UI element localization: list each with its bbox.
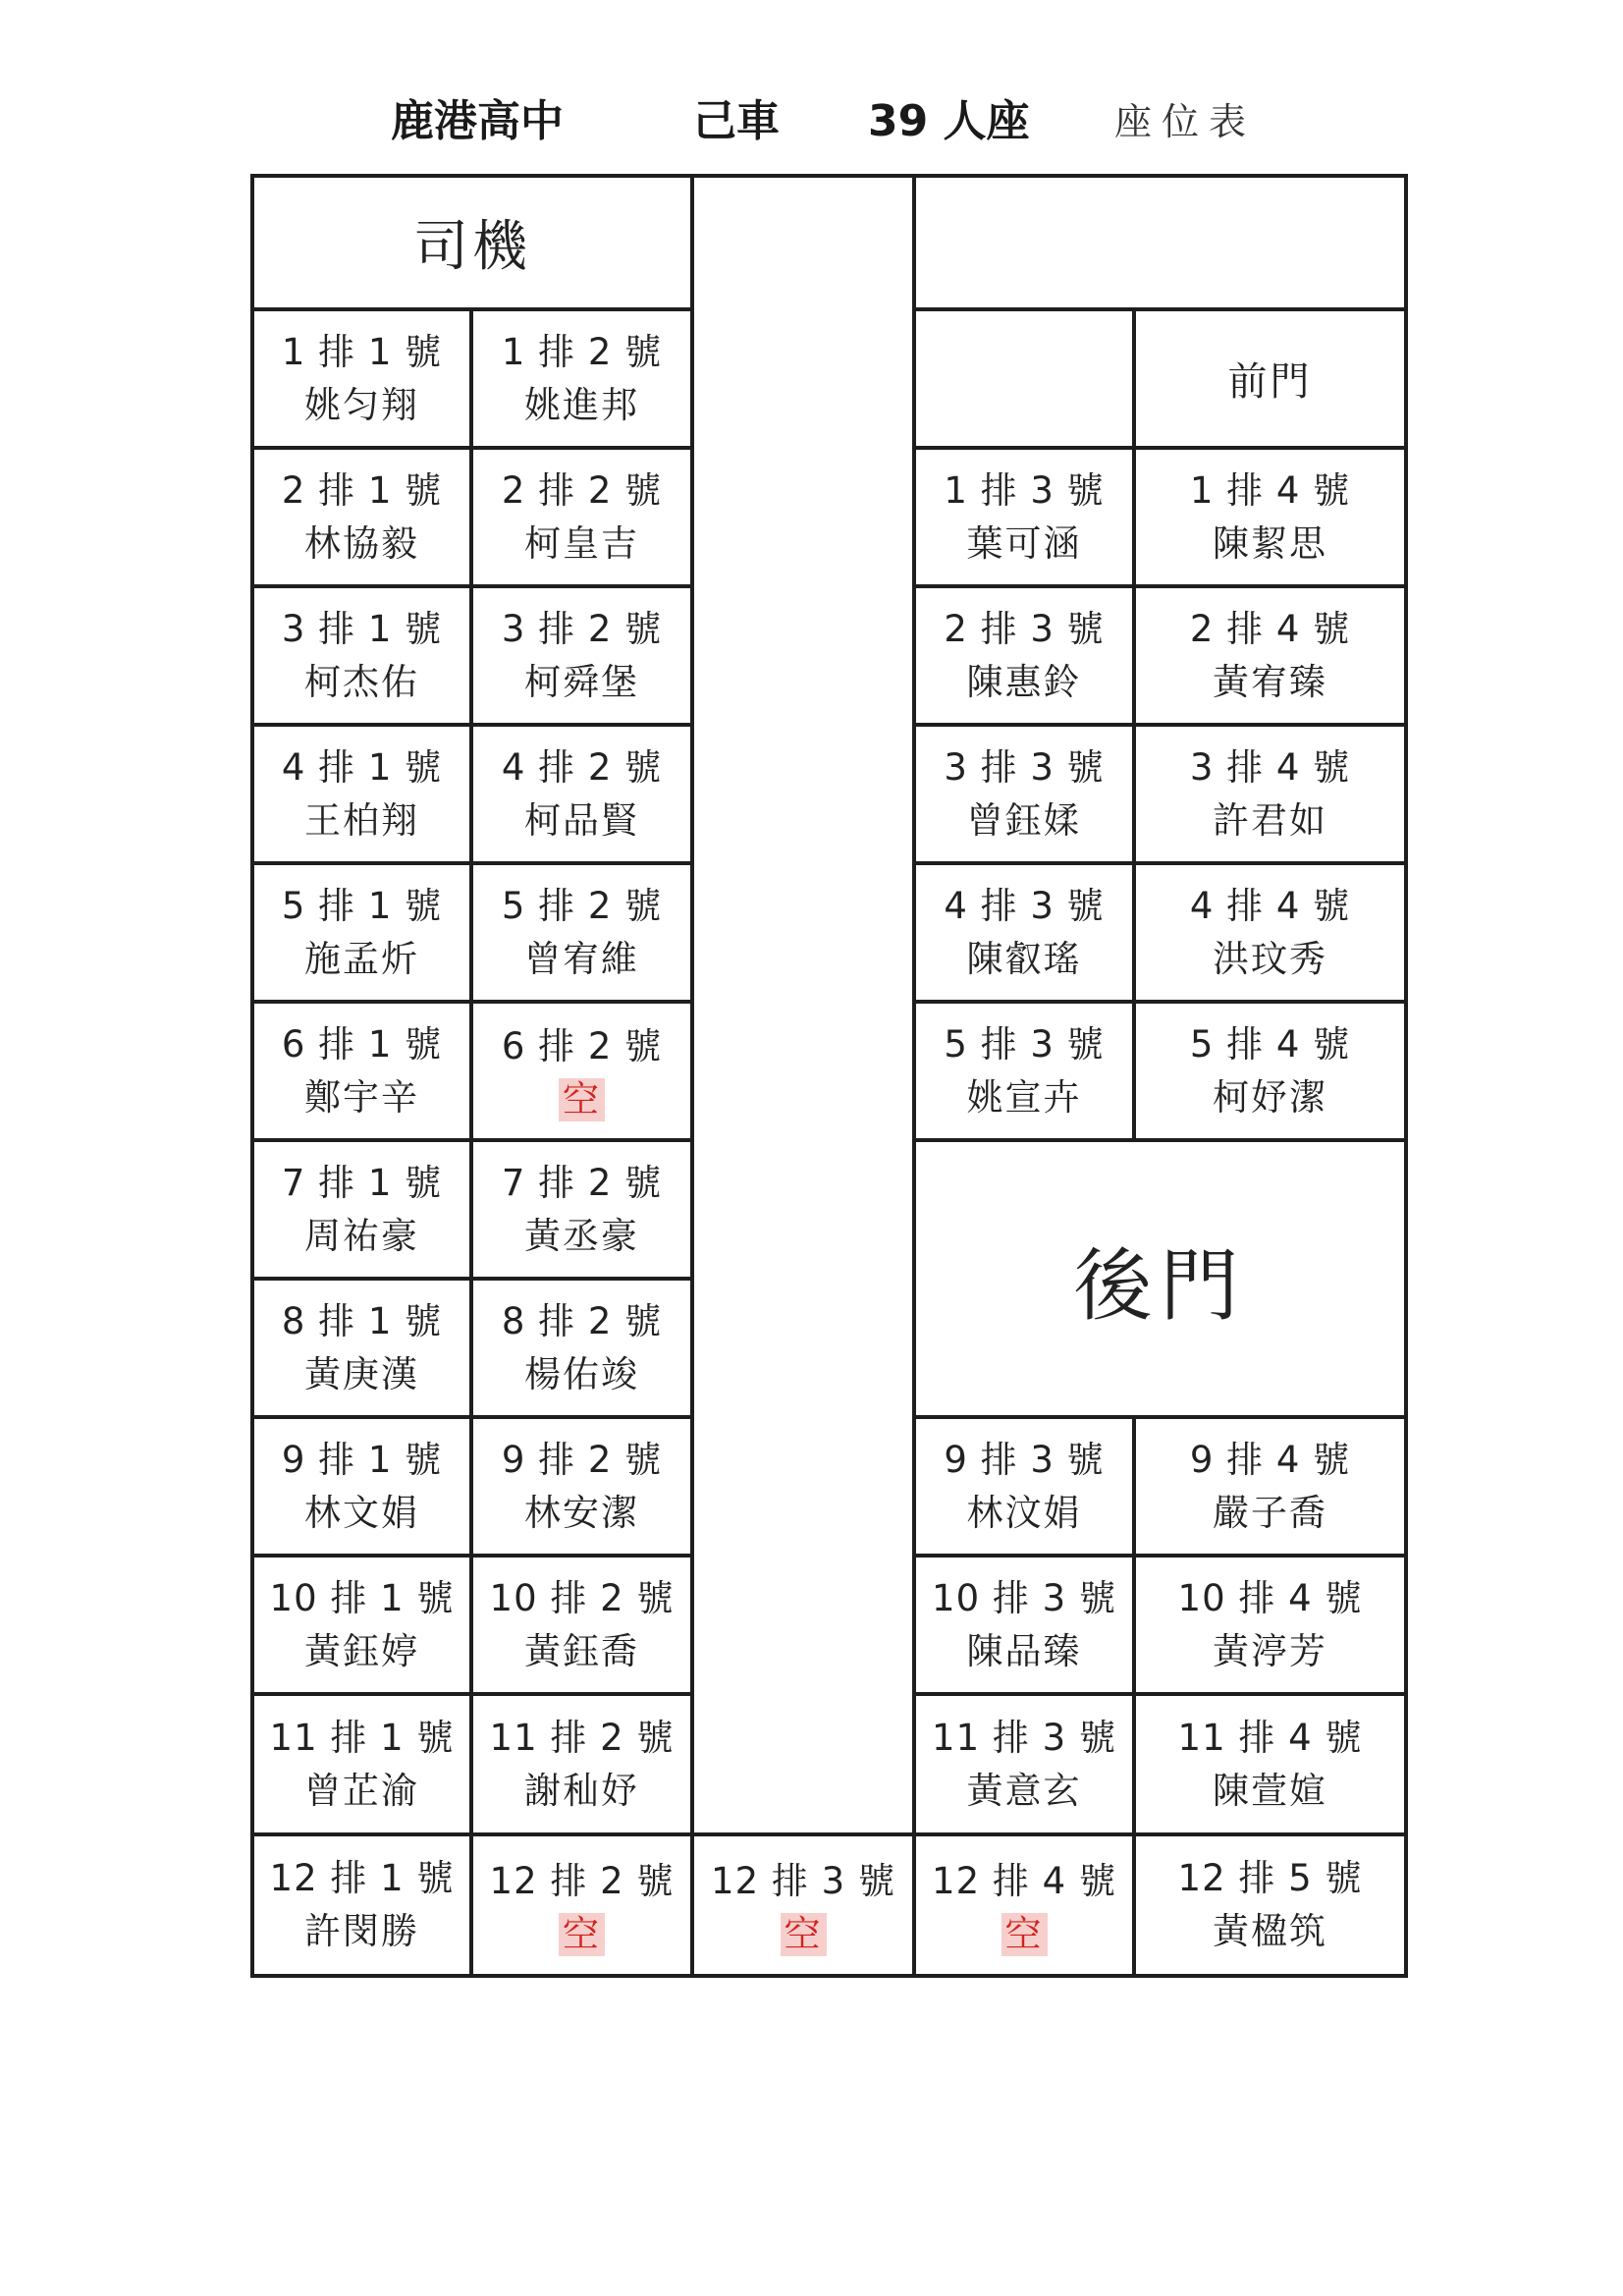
- front-door-label: 前門: [1227, 359, 1313, 405]
- seat-name: 黃楹筑: [1213, 1910, 1327, 1952]
- seat-r12c2[interactable]: [469, 1832, 694, 1978]
- seat-position: 2 排 1 號: [281, 468, 443, 512]
- seat-r12c5[interactable]: [1132, 1832, 1408, 1978]
- seat-name: 曾宥維: [524, 937, 639, 980]
- seat-r4c1[interactable]: [250, 723, 473, 865]
- seat-position: 2 排 4 號: [1189, 607, 1351, 650]
- seat-position: 10 排 1 號: [269, 1576, 455, 1619]
- seat-empty-marker: 空: [1001, 1913, 1048, 1956]
- seat-position: 9 排 2 號: [501, 1438, 663, 1481]
- seat-name: 柯杰佑: [304, 660, 419, 703]
- seat-name: 陳品臻: [966, 1629, 1082, 1672]
- seat-name: 陳叡瑤: [966, 937, 1082, 980]
- seat-position: 3 排 3 號: [944, 745, 1105, 789]
- seat-r4c3[interactable]: [912, 861, 1136, 1004]
- seat-name: 施孟炘: [304, 937, 419, 980]
- front-door-cell: [1132, 307, 1408, 450]
- seat-r9c3[interactable]: [912, 1415, 1136, 1558]
- seat-r3c1[interactable]: [250, 584, 473, 727]
- seat-name: 林汶娟: [966, 1491, 1082, 1534]
- seat-name: 許君如: [1213, 798, 1327, 842]
- school-name: 鹿港高中: [391, 96, 564, 146]
- seat-position: 10 排 2 號: [489, 1576, 675, 1619]
- seat-name: 柯舜堡: [524, 660, 639, 703]
- seat-position: 12 排 5 號: [1177, 1857, 1363, 1899]
- seat-r1c1[interactable]: [250, 307, 473, 450]
- seat-name: 黃丞豪: [524, 1214, 639, 1257]
- seat-position: 4 排 1 號: [281, 745, 443, 789]
- back-door-cell: [912, 1138, 1408, 1419]
- seat-name: 曾芷渝: [304, 1769, 419, 1812]
- seat-r2c4[interactable]: [1132, 584, 1408, 727]
- seat-position: 11 排 1 號: [269, 1716, 455, 1759]
- seat-r7c1[interactable]: [250, 1138, 473, 1281]
- seat-r1c3[interactable]: [912, 446, 1136, 588]
- seat-position: 4 排 4 號: [1189, 884, 1351, 927]
- seat-position: 12 排 1 號: [269, 1857, 455, 1899]
- seat-r3c3[interactable]: [912, 723, 1136, 865]
- seat-empty-marker: 空: [559, 1913, 605, 1956]
- seat-name: 林安潔: [524, 1491, 639, 1534]
- seat-name: 楊佑竣: [524, 1352, 639, 1395]
- seat-name: 謝秈妤: [524, 1769, 639, 1812]
- seat-position: 9 排 4 號: [1189, 1438, 1351, 1481]
- seat-name: 姚進邦: [524, 383, 639, 426]
- seat-r6c2[interactable]: [469, 1000, 694, 1142]
- seat-position: 11 排 2 號: [489, 1716, 675, 1759]
- seat-position: 6 排 2 號: [501, 1025, 663, 1067]
- chart-label: 座位表: [1114, 100, 1257, 143]
- seat-position: 3 排 1 號: [281, 607, 443, 650]
- seat-name: 曾鈺媃: [966, 798, 1082, 842]
- seat-name: 王柏翔: [304, 798, 419, 842]
- seat-r1c4[interactable]: [1132, 446, 1408, 588]
- seat-position: 11 排 4 號: [1177, 1716, 1363, 1759]
- seat-position: 3 排 2 號: [501, 607, 663, 650]
- seat-position: 5 排 3 號: [944, 1022, 1105, 1066]
- seat-count: 39 人座: [868, 96, 1030, 146]
- front-blank-cell: [912, 307, 1136, 450]
- seat-name: 黃意玄: [966, 1769, 1082, 1812]
- seat-r4c2[interactable]: [469, 723, 694, 865]
- seat-r9c2[interactable]: [469, 1415, 694, 1558]
- seat-r10c3[interactable]: [912, 1554, 1136, 1696]
- seat-position: 2 排 3 號: [944, 607, 1105, 650]
- seat-position: 11 排 3 號: [932, 1716, 1116, 1759]
- seat-r11c4[interactable]: [1132, 1692, 1408, 1836]
- seat-position: 1 排 1 號: [281, 330, 443, 373]
- seat-name: 林協毅: [304, 521, 419, 565]
- seat-position: 5 排 2 號: [501, 884, 663, 927]
- seat-name: 黃宥臻: [1213, 660, 1327, 703]
- seat-r11c2[interactable]: [469, 1692, 694, 1836]
- seat-position: 8 排 2 號: [501, 1299, 663, 1342]
- seat-position: 5 排 1 號: [281, 884, 443, 927]
- front-right-block: [912, 174, 1408, 311]
- seat-name: 嚴子喬: [1213, 1491, 1327, 1534]
- seat-name: 黃渟芳: [1213, 1629, 1327, 1672]
- seat-position: 2 排 2 號: [501, 468, 663, 512]
- seat-position: 7 排 2 號: [501, 1161, 663, 1204]
- seat-name: 姚宣卉: [966, 1075, 1082, 1119]
- seat-r12c1[interactable]: [250, 1832, 473, 1978]
- seat-r3c4[interactable]: [1132, 723, 1408, 865]
- seat-position: 5 排 4 號: [1189, 1022, 1351, 1066]
- seat-name: 柯品賢: [524, 798, 639, 842]
- seat-position: 3 排 4 號: [1189, 745, 1351, 789]
- seat-position: 12 排 2 號: [489, 1859, 675, 1902]
- seat-r9c4[interactable]: [1132, 1415, 1408, 1558]
- seat-name: 柯妤潔: [1213, 1075, 1327, 1119]
- seat-r12c4[interactable]: [912, 1832, 1136, 1978]
- seat-r5c1[interactable]: [250, 861, 473, 1004]
- seat-position: 9 排 1 號: [281, 1438, 443, 1481]
- seat-name: 林文娟: [304, 1491, 419, 1534]
- seat-r2c3[interactable]: [912, 584, 1136, 727]
- seat-position: 6 排 1 號: [281, 1022, 443, 1066]
- car-label: 己車: [693, 96, 780, 146]
- seat-r5c2[interactable]: [469, 861, 694, 1004]
- seat-name: 許閔勝: [304, 1910, 419, 1952]
- seat-name: 黃鈺喬: [524, 1629, 639, 1672]
- seat-position: 4 排 2 號: [501, 745, 663, 789]
- seat-empty-marker: 空: [559, 1078, 605, 1121]
- seat-r11c1[interactable]: [250, 1692, 473, 1836]
- seat-position: 9 排 3 號: [944, 1438, 1105, 1481]
- seat-position: 1 排 2 號: [501, 330, 663, 373]
- seat-r1c2[interactable]: [469, 307, 694, 450]
- seat-r12c3[interactable]: [690, 1832, 916, 1978]
- seat-r8c1[interactable]: [250, 1277, 473, 1419]
- seat-name: 黃鈺婷: [304, 1629, 419, 1672]
- seat-r2c1[interactable]: [250, 446, 473, 588]
- seat-name: 葉可涵: [966, 521, 1082, 565]
- seat-position: 12 排 4 號: [932, 1859, 1116, 1902]
- seat-r3c2[interactable]: [469, 584, 694, 727]
- seat-r9c1[interactable]: [250, 1415, 473, 1558]
- seat-r6c1[interactable]: [250, 1000, 473, 1142]
- seat-position: 1 排 4 號: [1189, 468, 1351, 512]
- seat-r7c2[interactable]: [469, 1138, 694, 1281]
- seat-r8c2[interactable]: [469, 1277, 694, 1419]
- seat-name: 洪玟秀: [1213, 937, 1327, 980]
- seat-r10c4[interactable]: [1132, 1554, 1408, 1696]
- seat-name: 陳萱媗: [1213, 1769, 1327, 1812]
- seat-r2c2[interactable]: [469, 446, 694, 588]
- seat-r5c4[interactable]: [1132, 1000, 1408, 1142]
- seat-position: 10 排 3 號: [932, 1576, 1116, 1619]
- seat-name: 陳惠鈴: [966, 660, 1082, 703]
- back-door-label: 後門: [1073, 1239, 1247, 1332]
- seat-position: 4 排 3 號: [944, 884, 1105, 927]
- seat-r11c3[interactable]: [912, 1692, 1136, 1836]
- seat-name: 鄭宇辛: [304, 1075, 419, 1119]
- seat-position: 8 排 1 號: [281, 1299, 443, 1342]
- seat-r5c3[interactable]: [912, 1000, 1136, 1142]
- seat-position: 1 排 3 號: [944, 468, 1105, 512]
- seat-empty-marker: 空: [781, 1913, 827, 1956]
- seat-r10c1[interactable]: [250, 1554, 473, 1696]
- seat-name: 黃庚漢: [304, 1352, 419, 1395]
- driver-cell: [250, 174, 694, 311]
- seat-r4c4[interactable]: [1132, 861, 1408, 1004]
- aisle: [690, 174, 916, 1836]
- seat-name: 周祐豪: [304, 1214, 419, 1257]
- seat-name: 陳絜思: [1213, 521, 1327, 565]
- seat-position: 12 排 3 號: [711, 1859, 895, 1902]
- seat-name: 柯皇吉: [524, 521, 639, 565]
- seat-position: 7 排 1 號: [281, 1161, 443, 1204]
- driver-label: 司機: [413, 215, 531, 279]
- seat-r10c2[interactable]: [469, 1554, 694, 1696]
- seat-position: 10 排 4 號: [1177, 1576, 1363, 1619]
- seat-name: 姚匀翔: [304, 383, 419, 426]
